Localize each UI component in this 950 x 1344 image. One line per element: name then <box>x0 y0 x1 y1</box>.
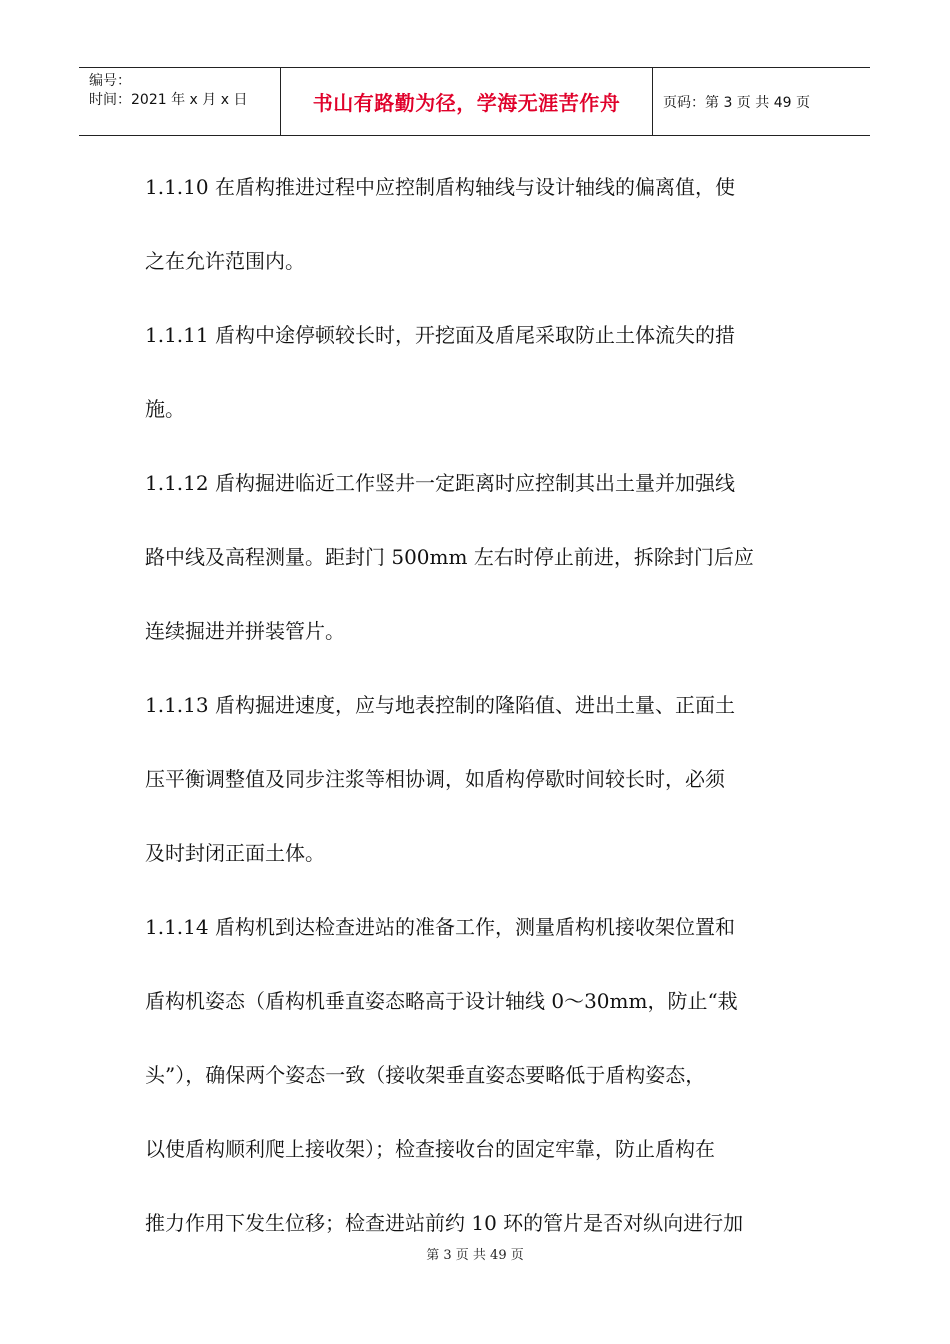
body-line: 1.1.10 在盾构推进过程中应控制盾构轴线与设计轴线的偏离值，使 <box>145 175 735 199</box>
document-header <box>79 67 870 136</box>
body-line: 1.1.12 盾构掘进临近工作竖井一定距离时应控制其出土量并加强线 <box>145 471 735 495</box>
page-footer: 第 3 页 共 49 页 <box>426 1248 524 1263</box>
number-label: 编号： <box>89 73 131 89</box>
body-line: 1.1.14 盾构机到达检查进站的准备工作，测量盾构机接收架位置和 <box>145 915 735 939</box>
body-line: 1.1.11 盾构中途停顿较长时，开挖面及盾尾采取防止土体流失的措 <box>145 323 735 347</box>
body-line: 施。 <box>145 397 185 421</box>
body-line: 头”），确保两个姿态一致（接收架垂直姿态要略低于盾构姿态， <box>145 1063 706 1087</box>
header-motto: 书山有路勤为径，学海无涯苦作舟 <box>281 68 653 135</box>
document-body <box>145 150 810 1260</box>
body-line: 1.1.13 盾构掘进速度，应与地表控制的隆陷值、进出土量、正面土 <box>145 693 735 717</box>
body-line: 以使盾构顺利爬上接收架）；检查接收台的固定牢靠，防止盾构在 <box>145 1137 715 1161</box>
body-line: 路中线及高程测量。距封门 500mm 左右时停止前进，拆除封门后应 <box>145 545 754 569</box>
body-line: 连续掘进并拼装管片。 <box>145 619 345 643</box>
body-line: 及时封闭正面土体。 <box>145 841 325 865</box>
body-line: 推力作用下发生位移；检查进站前约 10 环的管片是否对纵向进行加 <box>145 1211 744 1235</box>
body-line: 盾构机姿态（盾构机垂直姿态略高于设计轴线 0～30mm，防止“栽 <box>145 989 738 1013</box>
body-line: 之在允许范围内。 <box>145 249 305 273</box>
body-line: 压平衡调整值及同步注浆等相协调，如盾构停歇时间较长时，必须 <box>145 767 725 791</box>
header-page-info: 页码：第 3 页 共 49 页 <box>663 94 810 111</box>
time-label: 时间：2021 年 x 月 x 日 <box>89 92 248 108</box>
header-meta <box>79 68 281 135</box>
